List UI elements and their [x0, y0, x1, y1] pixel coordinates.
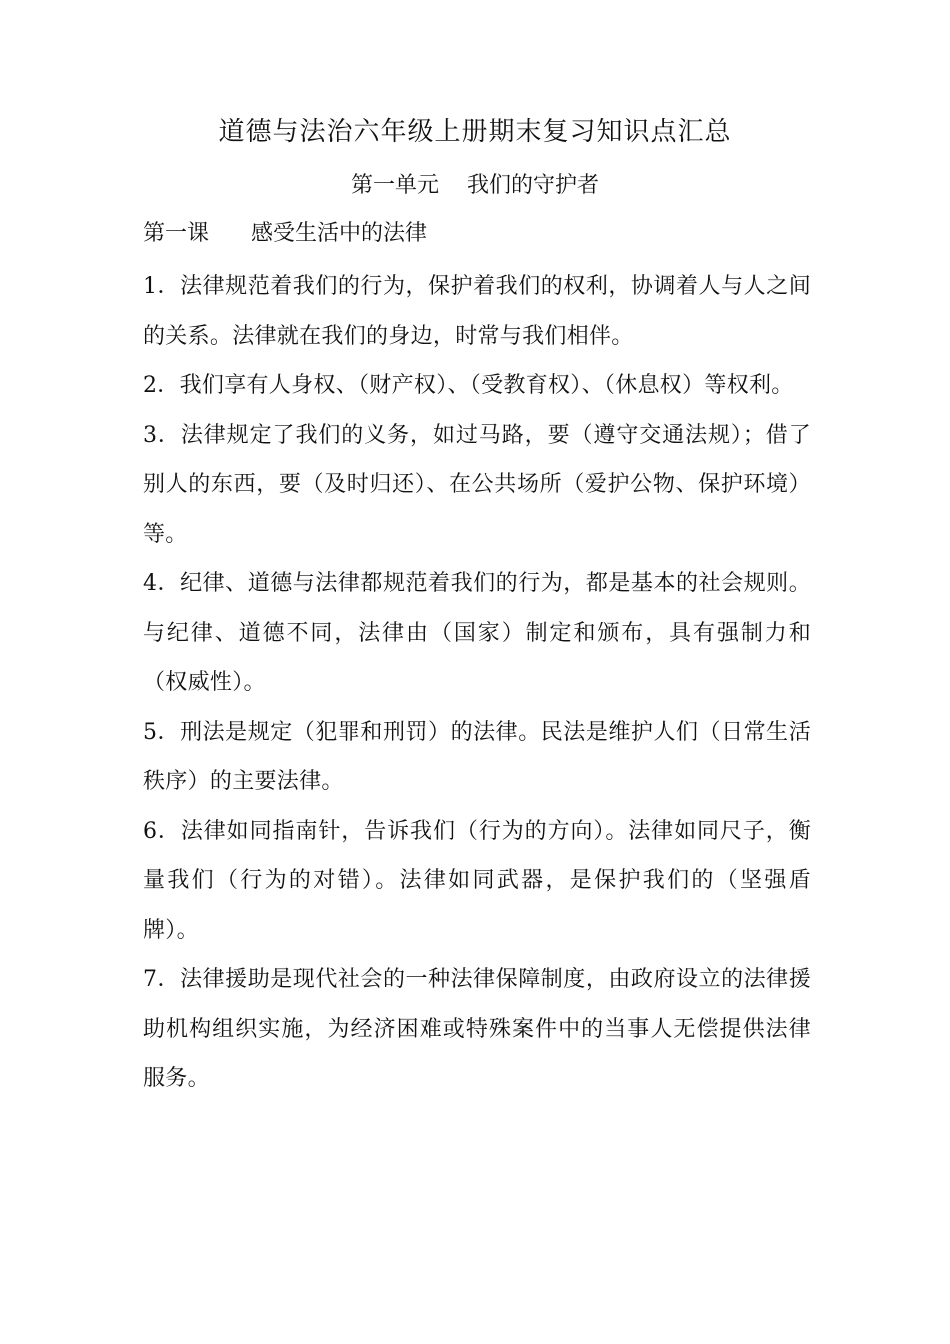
knowledge-point-list — [143, 262, 811, 1104]
document-title: 道德与法治六年级上册期末复习知识点汇总 — [218, 117, 732, 147]
knowledge-point-3: 3．法律规定了我们的义务，如过马路，要（遵守交通法规）；借了别人的东西，要（及时归还）、在公共场所（爱护公物、保护环境）等。 — [143, 422, 811, 547]
knowledge-point-5: 5．刑法是规定（犯罪和刑罚）的法律。民法是维护人们（日常生活秩序）的主要法律。 — [143, 719, 811, 794]
knowledge-point-4: 4．纪律、道德与法律都规范着我们的行为，都是基本的社会规则。与纪律、道德不同，法律由（国家）制定和颁布，具有强制力和（权威性）。 — [143, 571, 811, 695]
knowledge-point-7: 7．法律援助是现代社会的一种法律保障制度，由政府设立的法律援助机构组织实施，为经济困难或特殊案件中的当事人无偿提供法律服务。 — [143, 967, 811, 1091]
unit-title: 第一单元 我们的守护者 — [351, 173, 599, 198]
knowledge-point-2: 2．我们享有人身权、（财产权）、（受教育权）、（休息权）等权利。 — [143, 373, 794, 398]
knowledge-point-6: 6．法律如同指南针，告诉我们（行为的方向）。法律如同尺子，衡量我们（行为的对错）。法律如同武器，是保护我们的（坚强盾牌）。 — [143, 818, 811, 943]
knowledge-point-1: 1．法律规范着我们的行为，保护着我们的权利，协调着人与人之间的关系。法律就在我们的身边，时常与我们相伴。 — [143, 274, 811, 349]
lesson-title: 第一课 感受生活中的法律 — [143, 221, 427, 246]
